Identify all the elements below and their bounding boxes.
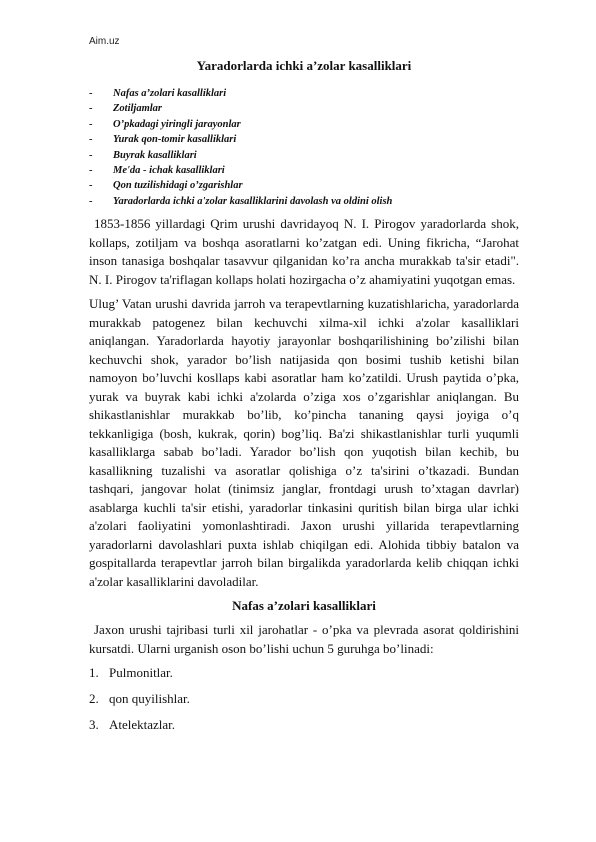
list-item: - Zotiljamlar: [89, 103, 163, 115]
section-heading: Nafas a’zolari kasalliklari: [232, 598, 376, 614]
list-item: - Nafas a’zolari kasalliklari: [89, 88, 227, 99]
paragraph-crimean-war: 1853-1856 yillardagi Qrim urushi davridayoq N. I. Pirogov yaradorlarda shok, kollaps, zotiljam va boshqa asoratlarni ko’zatgan edi. Uning fikricha, “Jarohat inson tanasiga boshqalar tasavvur qilganidan ko’ra ancha murakkab ta'sir etadi". N. I. Pirogov ta'riflagan kollaps holati hozirgacha o’z ahamiyatini yuqotgan emas.: [89, 216, 519, 287]
document-title: Yaradorlarda ichki a’zolar kasalliklari: [196, 58, 412, 73]
list-item: - Buyrak kasalliklari: [89, 149, 197, 161]
list-item: - O’pkadagi yiringli jarayonlar: [89, 118, 241, 130]
list-item: - Yaradorlarda ichki a'zolar kasalliklarini davolash va oldini olish: [89, 195, 393, 207]
list-item: - Yurak qon-tomir kasalliklari: [89, 134, 237, 146]
list-item: - Qon tuzilishidagi o’zgarishlar: [89, 180, 243, 192]
numbered-item: 3. Atelektazlar.: [89, 717, 176, 733]
list-item: - Me'da - ichak kasalliklari: [89, 165, 225, 177]
section-intro: Jaxon urushi tajribasi turli xil jarohatlar - o’pka va plevrada asorat qoldirishini kursatdi. Ularni urganish oson bo’lishi uchun 5 guruhga bo’linadi:: [89, 622, 519, 656]
paragraph-great-war: Ulug’ Vatan urushi davrida jarroh va terapevtlarning kuzatishlaricha, yaradorlarda murakkab patogenez bilan kechuvchi xilma-xil ichki a'zolar kasalliklari aniqlangan. Yaradorlarda hayotiy jarayonlar boshqarilishining bo’zilishi bilan kechuvchi shok, yarador bo’lish natijasida qon bosimi tushib ketishi bilan namoyon bo’luvchi kosllaps kabi asoratlar ham ko’zatildi. Urush paytida o’pka, yurak va buyrak kabi ichki a'zolarda o’ziga xos o’zgarishlar aniqlangan. Bu shikastlanishlar murakkab bo’lib, ko’pincha tananing qaysi joyiga o’q tekkanligiga (bosh, kukrak, qorin) bog’liq. Ba'zi shikastlanishlar turli yuqumli kasalliklarga sabab bo’ladi. Yarador bo’lish qon yuqotish bilan kechib, bu kasallikning tuzalishi va asoratlar qolishiga o’z ta'sirini o’tkazadi. Bundan tashqari, jangovar holat (tinimsiz janglar, frontdagi urush to’xtagan davrlar) asablarga kuchli ta'sir etishi, yaradorlar tinkasini quritish bilan birga ular ichki a'zolari faoliyatini yomonlashtiradi. Jaxon urushi yillarida terapevtlarning yaradorlarni davolashlari puxta ishlab chiqilgan edi. Alohida tibbiy batalon va gospitallarda terapevtlar jarroh bilan birgalikda yaradorlarda kelib chiqqan ichki a'zolar kasalliklarini davoladilar.: [89, 296, 519, 589]
numbered-item: 1. Pulmonitlar.: [89, 665, 173, 681]
document-page: [89, 58, 519, 742]
contents-list: [89, 86, 519, 209]
site-brand: Aim.uz: [89, 36, 120, 47]
numbered-item: 2. qon quyilishlar.: [89, 691, 190, 707]
